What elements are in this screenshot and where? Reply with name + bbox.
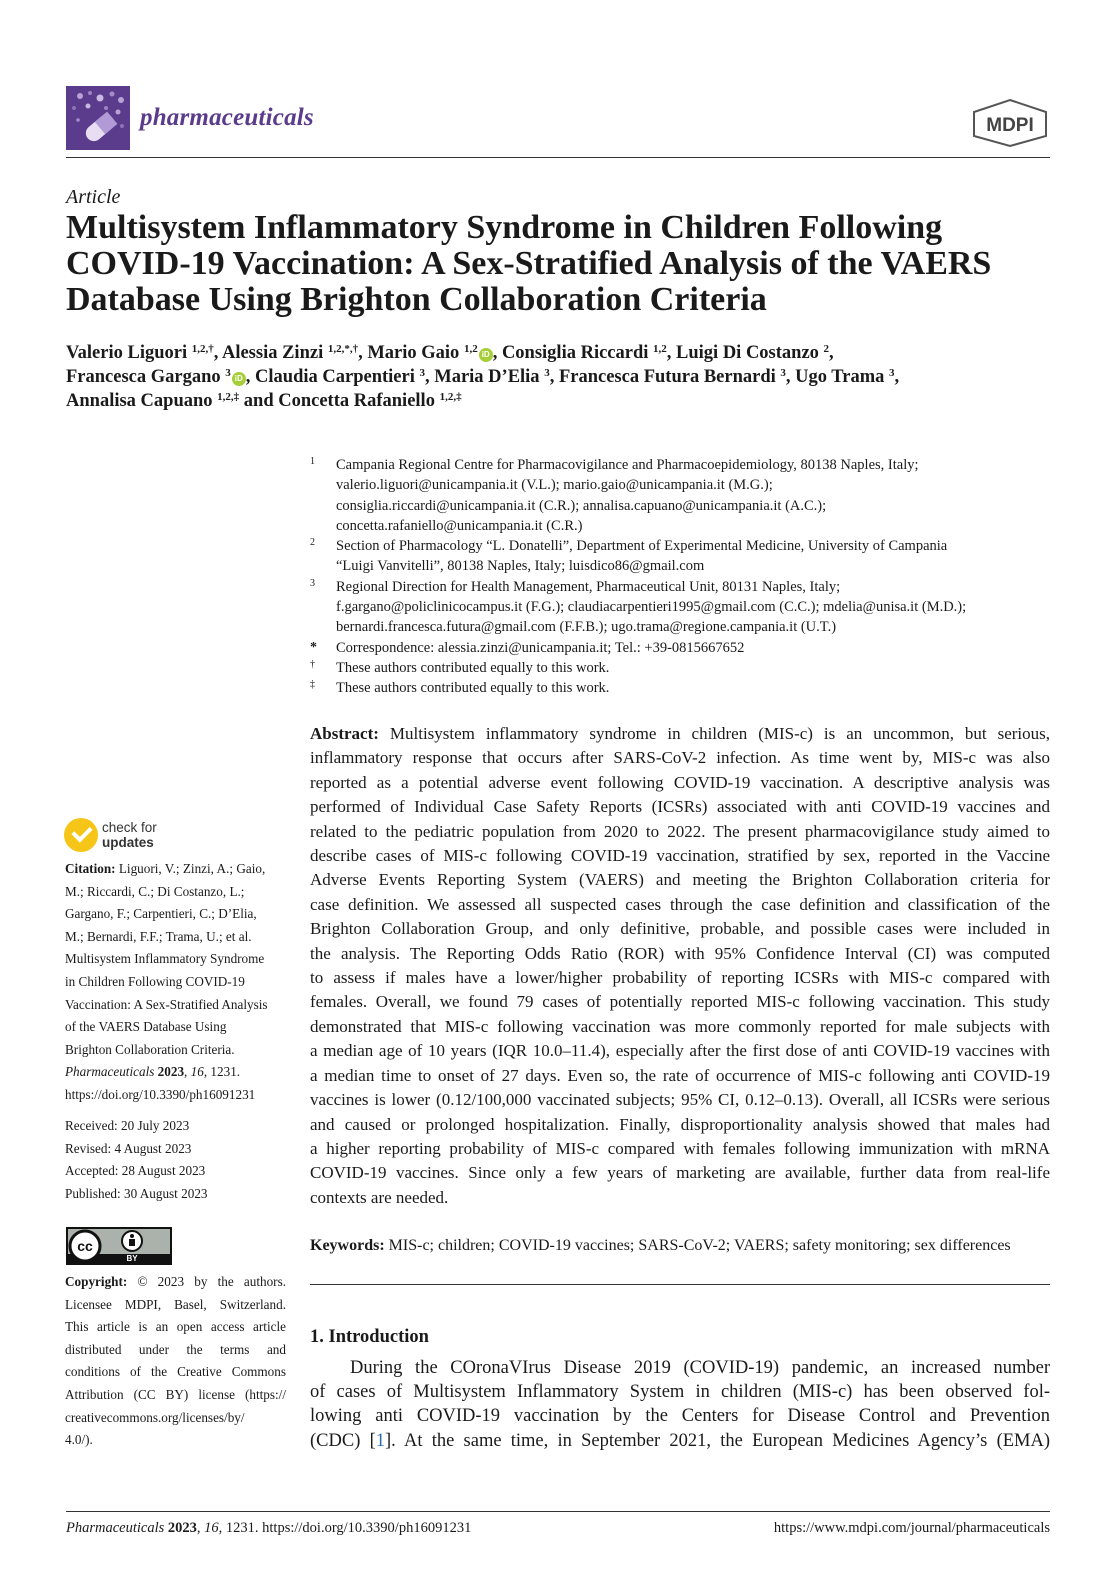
article-title [66, 210, 1066, 318]
keywords-text: MIS-c; children; COVID-19 vaccines; SARS-CoV-2; VAERS; safety monitoring; sex differences [388, 1237, 1011, 1254]
title-line: Database Using Brighton Collaboration Criteria [66, 281, 767, 318]
author-name[interactable]: Consiglia Riccardi [501, 343, 649, 363]
citation-label: Citation: [65, 861, 116, 876]
equal-contribution-note-dagger: † These authors contributed equally to this work. [310, 658, 610, 676]
author-name[interactable]: Mario Gaio [367, 343, 460, 363]
author-name[interactable]: Luigi Di Costanzo [676, 343, 819, 363]
abstract-label: Abstract: [310, 724, 379, 743]
copyright-label: Copyright: [65, 1274, 128, 1289]
article-type: Article [66, 186, 121, 208]
author-name[interactable]: Claudia Carpentieri [255, 367, 415, 387]
author-name[interactable]: Maria D’Elia [434, 367, 540, 387]
journal-logo[interactable] [66, 86, 130, 150]
svg-text:BY: BY [126, 1254, 138, 1263]
check-for-updates-button[interactable]: check for updates [64, 818, 244, 854]
introduction-paragraph: During the COronaVIrus Disease 2019 (COVID-19) pandemic, an increased number of cases of Multisystem Inflammatory System in children (MIS-c) has been observed fol- lowing anti COVID-19 vaccination by the Centers for Disease Control and Prevention (CDC) [1]. At the same time, in September 2021, the European Medicines Agency’s (EMA) [310, 1358, 1050, 1451]
affiliations [310, 455, 1070, 699]
creative-commons-icon [66, 1227, 172, 1265]
equal-contribution-note-double-dagger: ‡ These authors contributed equally to this work. [310, 679, 610, 697]
author-name[interactable]: Valerio Liguori [66, 343, 188, 363]
received-date: Received: 20 July 2023 [65, 1118, 190, 1133]
svg-text:MDPI: MDPI [986, 115, 1034, 136]
affiliation-2: 2 Section of Pharmacology “L. Donatelli”, Department of Experimental Medicine, University of Campania “Luigi Vanvitelli”, 80138 Naples, Italy; luisdico86@gmail.com [310, 537, 948, 575]
keywords-label: Keywords: [310, 1237, 385, 1254]
capsule-icon [66, 86, 130, 150]
author-name[interactable]: Annalisa Capuano [66, 391, 213, 411]
author-list: Valerio Liguori $^{1,2,\dagger}$, Alessia Zinzi $^{1,2,*,\dagger}$, Mario Gaio $^{1,2}$ iD , Consiglia Riccardi $^{1,2}$, Luigi Di Costanzo $^2$, Francesca Gargano $^3$ iD , Claudia Carpentieri $^3$, Maria D’Elia $^3$, Francesca Futura Bernardi $^3$, Ugo Trama $^3$, Annalisa Capuano $^{1,2,\ddagger}$ and Concetta Rafaniello $^{1,2,\ddagger}$ [66, 343, 900, 411]
journal-name[interactable]: pharmaceuticals [140, 104, 314, 131]
title-line: Multisystem Inflammatory Syndrome in Children Following [66, 209, 943, 246]
mdpi-hexagon-icon [970, 98, 1050, 148]
section-heading: 1. Introduction [310, 1327, 429, 1347]
footer-divider [66, 1511, 1050, 1512]
orcid-icon[interactable]: iD [232, 372, 246, 386]
correspondence: * Correspondence: alessia.zinzi@unicampania.it; Tel.: +39-0815667652 [310, 639, 745, 656]
affiliation-1: 1 Campania Regional Centre for Pharmacovigilance and Pharmacoepidemiology, 80138 Naples, Italy; valerio.liguori@unicampania.it (V.L.); mario.gaio@unicampania.it (M.G.); consiglia.riccardi@unicampania.it (C.R.); annalisa.capuano@unicampania.it (A.C.); concetta.rafaniello@unicampania.it (C.R.) [310, 456, 919, 534]
cc-by-license-badge[interactable] [66, 1227, 172, 1265]
publication-dates [65, 1115, 290, 1205]
affiliation-3: 3 Regional Direction for Health Management, Pharmaceutical Unit, 80131 Naples, Italy; f.gargano@policlinicocampus.it (F.G.); claudiacarpentieri1995@gmail.com (C.C.); mdelia@unisa.it (M.D.); bernardi.francesca.futura@gmail.com (F.F.B.); ugo.trama@regione.campania.it (U.T.) [310, 577, 967, 636]
author-name[interactable]: Francesca Futura Bernardi [558, 367, 776, 387]
copyright-block: Copyright: © 2023 by the authors. Licensee MDPI, Basel, Switzerland. This article is an open access article distributed under the terms and conditions of the Creative Commons Attribution (CC BY) license (https:// creativecommons.org/licenses/by/ 4.0/). [65, 1274, 287, 1448]
header-divider [66, 157, 1050, 158]
revised-date: Revised: 4 August 2023 [65, 1140, 192, 1156]
footer-journal-url[interactable]: https://www.mdpi.com/journal/pharmaceuticals [773, 1520, 1050, 1536]
accepted-date: Accepted: 28 August 2023 [65, 1163, 206, 1179]
author-name[interactable]: Concetta Rafaniello [278, 391, 435, 411]
author-name[interactable]: Alessia Zinzi [221, 343, 324, 363]
citation-block: Citation: Liguori, V.; Zinzi, A.; Gaio, M.; Riccardi, C.; Di Costanzo, L.; Gargano, F.; Carpentieri, C.; D’Elia, M.; Bernardi, F.F.; Trama, U.; et al. Multisystem Inflammatory Syndrome in Children Following COVID-19 Vaccination: A Sex-Stratified Analysis of the VAERS Database Using Brighton Collaboration Criteria. Pharmaceuticals 2023, 16, 1231. https://doi.org/10.3390/ph16091231 [65, 858, 290, 1107]
title-line: COVID-19 Vaccination: A Sex-Stratified Analysis of the VAERS [66, 245, 992, 282]
checkmark-icon [64, 818, 98, 852]
footer-citation: Pharmaceuticals 2023, 16, 1231. https://doi.org/10.3390/ph16091231 [66, 1520, 472, 1536]
author-name[interactable]: Francesca Gargano [66, 367, 221, 387]
author-name[interactable]: Ugo Trama [795, 367, 885, 387]
orcid-icon[interactable]: iD [479, 348, 493, 362]
citation-doi-link[interactable]: https://doi.org/10.3390/ph16091231 [65, 1086, 256, 1102]
svg-text:cc: cc [77, 1238, 93, 1254]
abstract: Abstract: Multisystem inflammatory syndrome in children (MIS-c) is an uncommon, but serious, inflammatory response that occurs after SARS-CoV-2 infection. As time went by, MIS-c was also reported as a potential adverse event following COVID-19 vaccination. A descriptive analysis was performed of Individual Case Safety Reports (ICSRs) associated with anti COVID-19 vaccines and related to the pediatric population from 2020 to 2022. The present pharmacovigilance study aimed to describe cases of MIS-c following COVID-19 vaccination, stratified by sex, reported in the Vaccine Adverse Events Reporting System (VAERS) and meeting the Brighton Collaboration criteria for case definition. We assessed all suspected cases through the case definition and classification of the Brighton Collaboration Group, and only definitive, probable, and possible cases were included in the analysis. The Reporting Odds Ratio (ROR) with 95% Confidence Interval (CI) was computed to assess if males have a lower/higher probability of reporting ICSRs with MIS-c compared with females. Overall, we found 79 cases of potentially reported MIS-c following vaccination. This study demonstrated that MIS-c following vaccination was more commonly reported for male subjects with a median age of 10 years (IQR 10.0–11.4), especially after the first dose of anti COVID-19 vaccines with a median time to onset of 27 days. Even so, the rate of occurrence of MIS-c following anti COVID-19 vaccines is lower (0.12/100,000 vaccinated subjects; 95% CI, 0.12–0.13). Overall, all ICSRs were serious and caused or prolonged hospitalization. Finally, disproportionality analysis showed that males had a higher reporting probability of MIS-c compared with females following immunization with mRNA COVID-19 vaccines. Since only a few years of marketing are available, further data from real-life contexts are needed. [310, 724, 1051, 1207]
published-date: Published: 30 August 2023 [65, 1185, 208, 1201]
keywords [310, 1234, 1050, 1258]
mdpi-logo[interactable] [970, 98, 1050, 148]
reference-link[interactable]: 1 [375, 1430, 385, 1451]
license-link[interactable]: creativecommons.org/licenses/by/ [65, 1409, 245, 1425]
section-divider [310, 1284, 1050, 1285]
